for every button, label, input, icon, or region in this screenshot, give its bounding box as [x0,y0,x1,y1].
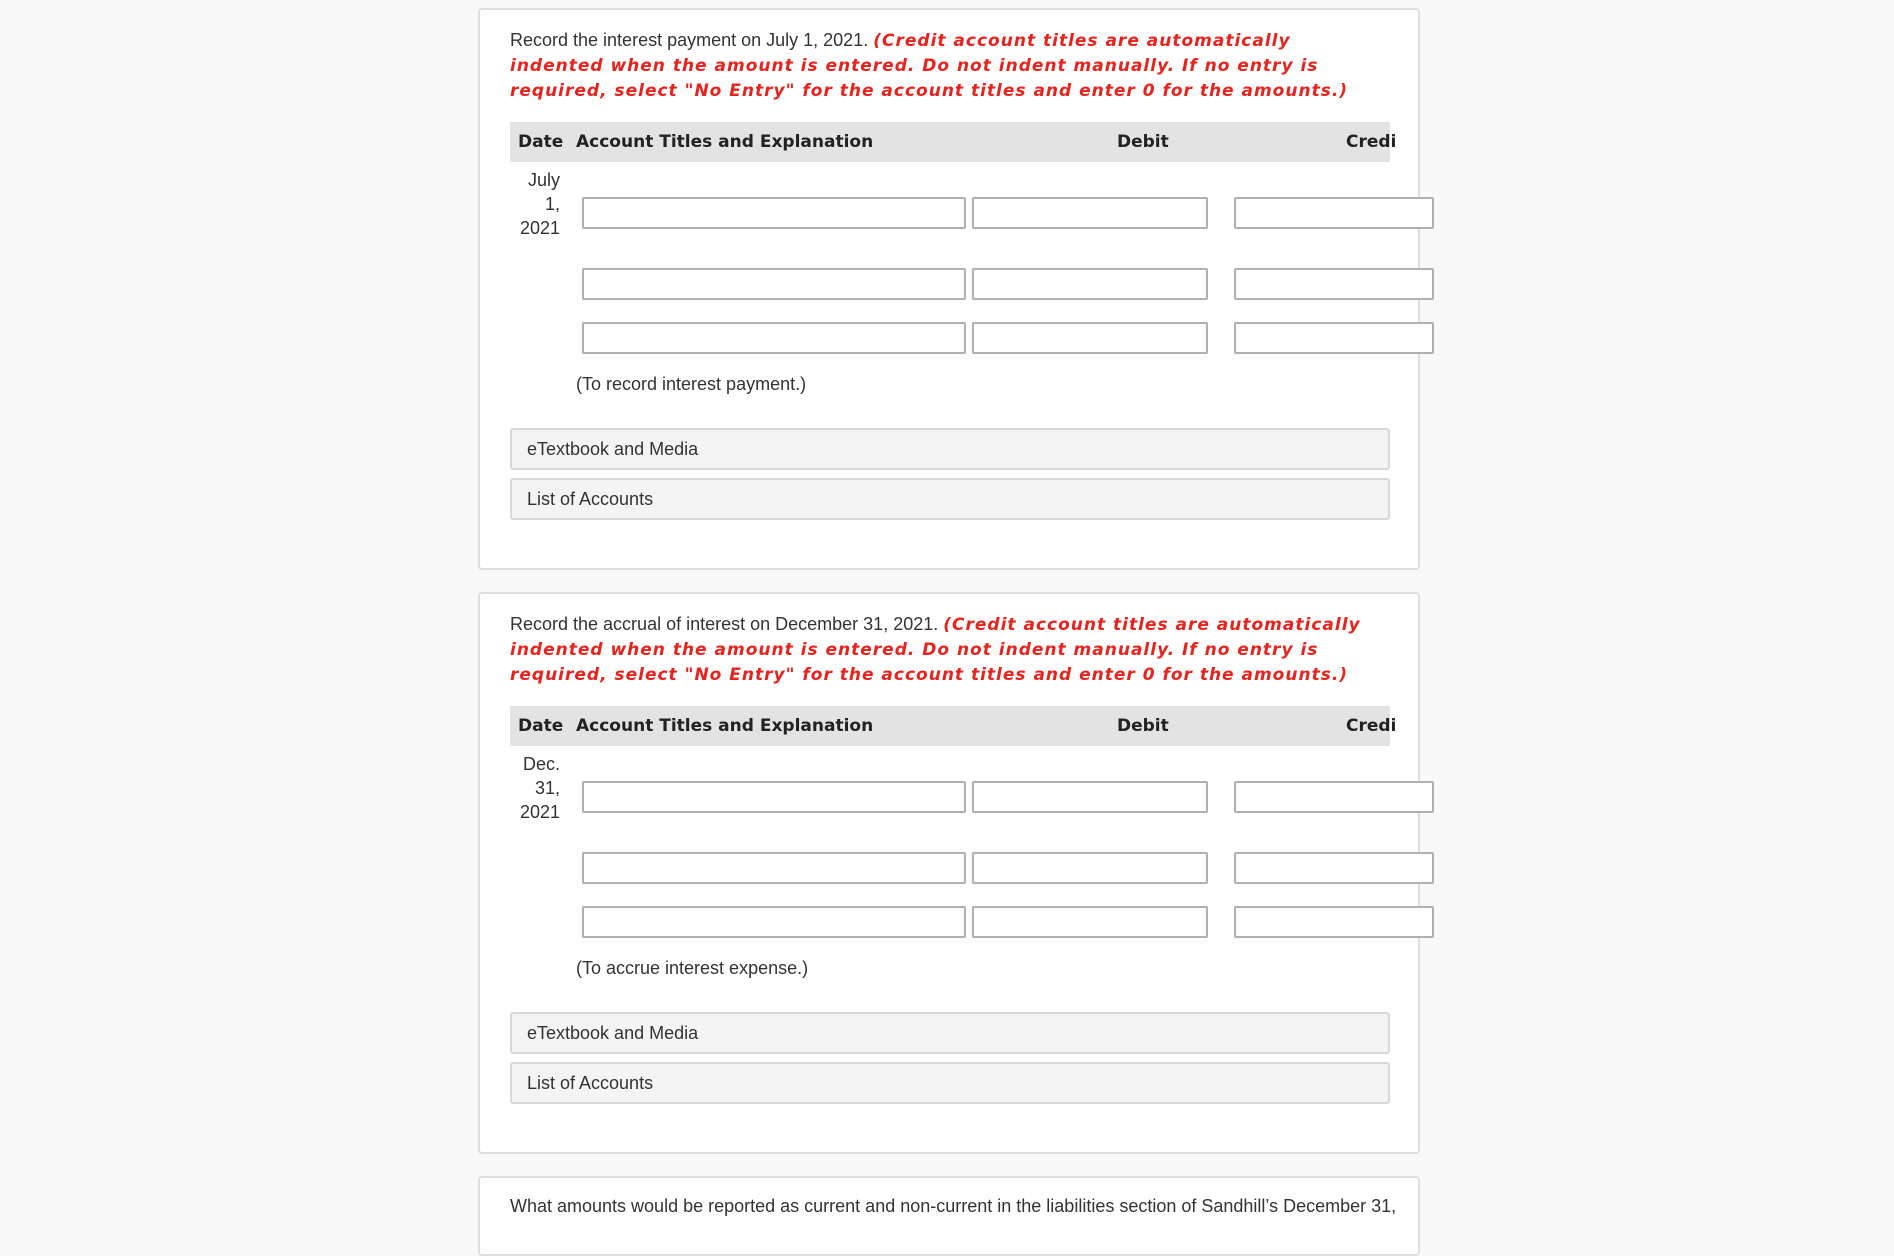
credit-input-row1[interactable] [1234,197,1434,229]
instruction-note: (Credit account titles are automatically indented when the amount is entered. Do not indent manually. If no entry is required, select "No Entry" for the account titles and enter 0 for the amounts.) [510,615,1361,685]
debit-input-row1[interactable] [972,197,1208,229]
question-card-liabilities [478,1176,1420,1256]
credit-input-row3[interactable] [1234,906,1434,938]
question-prompt: What amounts would be reported as current and non-current in the liabilities section of Sandhill’s December 31, [510,1196,1397,1216]
list-of-accounts-button[interactable]: List of Accounts [510,478,1390,520]
header-credit: Credi [1346,716,1397,736]
date-year: 2021 [519,218,560,238]
header-debit: Debit [1117,716,1169,736]
date-year: 2021 [519,802,560,822]
debit-input-row3[interactable] [972,906,1208,938]
credit-input-row1[interactable] [1234,781,1434,813]
etextbook-media-button[interactable]: eTextbook and Media [510,428,1390,470]
date-day: 1, [544,194,560,214]
question-prompt [510,612,1390,687]
header-credit: Credi [1346,132,1397,152]
account-title-input-row3[interactable] [582,322,966,354]
debit-input-row1[interactable] [972,781,1208,813]
debit-input-row2[interactable] [972,268,1208,300]
credit-input-row2[interactable] [1234,852,1434,884]
entry-explanation: (To accrue interest expense.) [576,958,809,978]
account-title-input-row1[interactable] [582,197,966,229]
prompt-text: Record the accrual of interest on December 31, 2021. [510,614,939,634]
date-day: 31, [534,778,560,798]
prompt-text: Record the interest payment on July 1, 2021. [510,30,869,50]
entry-explanation: (To record interest payment.) [576,374,807,394]
journal-table-header [510,706,1397,746]
question-card-interest-payment [478,8,1420,570]
etextbook-media-button[interactable]: eTextbook and Media [510,1012,1390,1054]
account-title-input-row2[interactable] [582,852,966,884]
date-month: July [527,170,560,190]
header-date: Date [518,132,564,152]
header-date: Date [518,716,564,736]
debit-input-row3[interactable] [972,322,1208,354]
credit-input-row2[interactable] [1234,268,1434,300]
list-of-accounts-button[interactable]: List of Accounts [510,1062,1390,1104]
account-title-input-row2[interactable] [582,268,966,300]
header-debit: Debit [1117,132,1169,152]
debit-input-row2[interactable] [972,852,1208,884]
journal-rows [510,170,1390,430]
header-account-titles: Account Titles and Explanation [576,132,874,152]
journal-rows [510,754,1390,1014]
date-month: Dec. [522,754,560,774]
account-title-input-row3[interactable] [582,906,966,938]
journal-table-header [510,122,1397,162]
question-card-interest-accrual [478,592,1420,1154]
instruction-note: (Credit account titles are automatically indented when the amount is entered. Do not indent manually. If no entry is required, select "No Entry" for the account titles and enter 0 for the amounts.) [510,31,1349,101]
account-title-input-row1[interactable] [582,781,966,813]
question-prompt [510,28,1390,103]
header-account-titles: Account Titles and Explanation [576,716,874,736]
credit-input-row3[interactable] [1234,322,1434,354]
